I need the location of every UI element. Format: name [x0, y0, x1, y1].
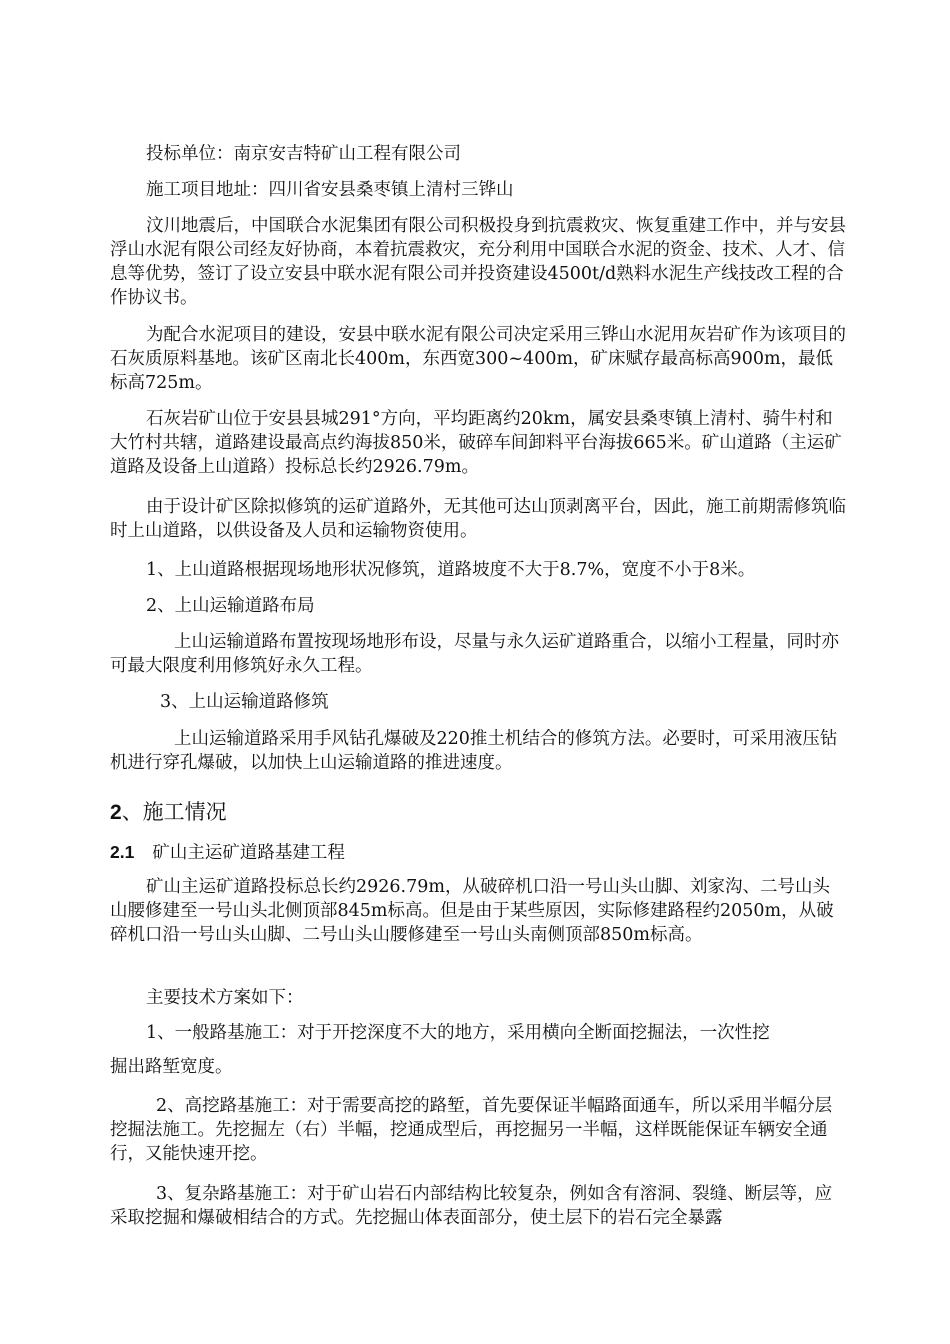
site-address-line: 施工项目地址：四川省安县桑枣镇上清村三铧山: [146, 180, 514, 200]
subsection-number: 2.1: [110, 842, 135, 862]
paragraph-quarry-site: 为配合水泥项目的建设，安县中联水泥有限公司决定采用三铧山水泥用灰岩矿作为该项目的石灰质原料基地。该矿区南北长400m，东西宽300~400m，矿床赋存最高标高900m，最低标高725m。: [110, 325, 846, 393]
paragraph-mine-location: 石灰岩矿山位于安县县城291°方向，平均距离约20km，属安县桑枣镇上清村、骑牛村和大竹村共辖，道路建设最高点约海拔850米，破碎车间卸料平台海拔665米。矿山道路（主运矿道路及设备上山道路）投标总长约2926.79m。: [110, 409, 842, 477]
tech-intro: 主要技术方案如下：: [146, 988, 304, 1008]
list-item-1: 1、上山道路根据现场地形状况修筑，道路坡度不大于8.7%，宽度不小于8米。: [146, 560, 756, 580]
tech-item-1-line-1: 1、一般路基施工：对于开挖深度不大的地方，采用横向全断面挖掘法，一次性挖: [146, 1023, 770, 1043]
paragraph-main-road: 矿山主运矿道路投标总长约2926.79m，从破碎机口沿一号山头山脚、刘家沟、二号山头山腰修建至一号山头北侧顶部845m标高。但是由于某些原因，实际修建路程约2050m，从破碎机口沿一号山头山脚、二号山头山腰修建至一号山头南侧顶部850m标高。: [110, 877, 834, 945]
subsection-title: 矿山主运矿道路基建工程: [152, 843, 345, 863]
subsection-heading: [110, 840, 846, 865]
paragraph-temporary-road: 由于设计矿区除拟修筑的运矿道路外，无其他可达山顶剥离平台，因此，施工前期需修筑临时上山道路，以供设备及人员和运输物资使用。: [110, 497, 846, 541]
section-title: 、施工情况: [121, 800, 227, 824]
list-item-3: 3、上山运输道路修筑: [160, 692, 329, 712]
section-number: 2: [110, 801, 122, 824]
section-heading: [110, 798, 846, 827]
tech-item-2: 2、高挖路基施工：对于需要高挖的路堑，首先要保证半幅路面通车，所以采用半幅分层挖掘法施工。先挖掘左（右）半幅，挖通成型后，再挖掘另一半幅，这样既能保证车辆安全通行，又能快速开挖。: [110, 1096, 833, 1164]
tech-item-3: 3、复杂路基施工：对于矿山岩石内部结构比较复杂，例如含有溶洞、裂缝、断层等，应采取挖掘和爆破相结合的方式。先挖掘山体表面部分，使土层下的岩石完全暴露: [110, 1184, 833, 1228]
bidder-line: 投标单位：南京安吉特矿山工程有限公司: [146, 144, 461, 164]
list-item-3-body: 上山运输道路采用手风钻孔爆破及220推土机结合的修筑方法。必要时，可采用液压钻机进行穿孔爆破，以加快上山运输道路的推进速度。: [110, 729, 838, 773]
tech-item-1-line-2: 掘出路堑宽度。: [110, 1057, 233, 1077]
paragraph-background: 汶川地震后，中国联合水泥集团有限公司积极投身到抗震救灾、恢复重建工作中，并与安县浮山水泥有限公司经友好协商，本着抗震救灾，充分利用中国联合水泥的资金、技术、人才、信息等优势，签订了设立安县中联水泥有限公司并投资建设4500t/d熟料水泥生产线技改工程的合作协议书。: [110, 216, 846, 308]
list-item-2: 2、上山运输道路布局: [146, 596, 315, 616]
list-item-2-body: 上山运输道路布置按现场地形布设，尽量与永久运矿道路重合，以缩小工程量，同时亦可最大限度利用修筑好永久工程。: [110, 632, 839, 676]
